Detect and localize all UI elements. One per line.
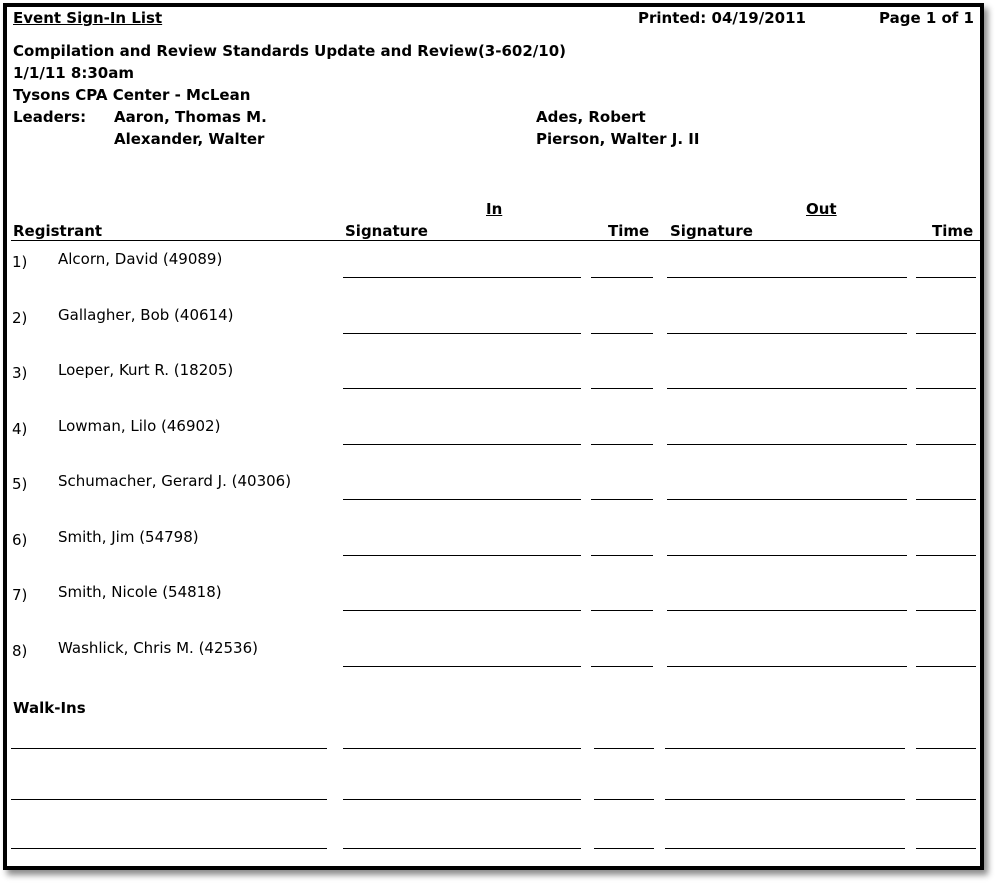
walkin-name-line[interactable] <box>11 748 327 749</box>
event-datetime: 1/1/11 8:30am <box>13 64 134 82</box>
registrant-name: Loeper, Kurt R. (18205) <box>58 361 234 379</box>
in-time-line[interactable] <box>591 444 653 445</box>
out-time-line[interactable] <box>916 444 976 445</box>
out-signature-line[interactable] <box>667 610 907 611</box>
walkins-label: Walk-Ins <box>13 699 86 717</box>
walkin-name-line[interactable] <box>11 848 327 849</box>
out-signature-line[interactable] <box>667 388 907 389</box>
in-time-line[interactable] <box>591 277 653 278</box>
in-signature-line[interactable] <box>343 555 581 556</box>
out-time-line[interactable] <box>916 610 976 611</box>
out-signature-line[interactable] <box>667 666 907 667</box>
in-signature-line[interactable] <box>343 799 581 800</box>
registrant-number: 4) <box>12 420 28 438</box>
out-group-header: Out <box>806 200 837 218</box>
in-time-line[interactable] <box>591 388 653 389</box>
registrant-name: Smith, Nicole (54818) <box>58 583 222 601</box>
page-indicator: Page 1 of 1 <box>879 9 974 27</box>
leader-name: Pierson, Walter J. II <box>536 130 700 148</box>
registrant-name: Lowman, Lilo (46902) <box>58 417 221 435</box>
leader-name: Aaron, Thomas M. <box>114 108 267 126</box>
out-time-line[interactable] <box>916 333 976 334</box>
header-divider <box>11 240 980 241</box>
registrant-number: 8) <box>12 642 28 660</box>
registrant-name: Alcorn, David (49089) <box>58 250 223 268</box>
registrant-number: 3) <box>12 364 28 382</box>
out-signature-line[interactable] <box>665 848 905 849</box>
out-time-column-header: Time <box>932 222 974 240</box>
in-signature-line[interactable] <box>343 666 581 667</box>
registrant-number: 2) <box>12 309 28 327</box>
out-signature-line[interactable] <box>667 499 907 500</box>
out-signature-line[interactable] <box>665 748 905 749</box>
registrant-name: Gallagher, Bob (40614) <box>58 306 234 324</box>
event-name: Compilation and Review Standards Update and Review(3-602/10) <box>13 42 566 60</box>
leader-name: Ades, Robert <box>536 108 646 126</box>
out-time-line[interactable] <box>916 848 976 849</box>
out-signature-line[interactable] <box>665 799 905 800</box>
registrant-number: 5) <box>12 475 28 493</box>
out-time-line[interactable] <box>916 799 976 800</box>
out-signature-line[interactable] <box>667 444 907 445</box>
out-time-line[interactable] <box>916 499 976 500</box>
walkin-name-line[interactable] <box>11 799 327 800</box>
out-signature-line[interactable] <box>667 555 907 556</box>
in-time-line[interactable] <box>591 333 653 334</box>
out-time-line[interactable] <box>916 748 976 749</box>
out-time-line[interactable] <box>916 666 976 667</box>
out-time-line[interactable] <box>916 555 976 556</box>
registrant-column-header: Registrant <box>13 222 103 240</box>
in-time-line[interactable] <box>591 499 653 500</box>
printed-date: Printed: 04/19/2011 <box>638 9 806 27</box>
leaders-label: Leaders: <box>13 108 87 126</box>
in-signature-line[interactable] <box>343 610 581 611</box>
registrant-name: Washlick, Chris M. (42536) <box>58 639 258 657</box>
registrant-number: 7) <box>12 586 28 604</box>
in-signature-line[interactable] <box>343 333 581 334</box>
registrant-number: 1) <box>12 253 28 271</box>
document-title: Event Sign-In List <box>13 9 163 27</box>
in-group-header: In <box>486 200 503 218</box>
in-signature-line[interactable] <box>343 444 581 445</box>
in-signature-column-header: Signature <box>345 222 428 240</box>
registrant-name: Smith, Jim (54798) <box>58 528 199 546</box>
leader-name: Alexander, Walter <box>114 130 265 148</box>
in-signature-line[interactable] <box>343 277 581 278</box>
in-time-line[interactable] <box>594 848 654 849</box>
out-time-line[interactable] <box>916 277 976 278</box>
in-signature-line[interactable] <box>343 748 581 749</box>
registrant-number: 6) <box>12 531 28 549</box>
in-time-column-header: Time <box>608 222 650 240</box>
in-time-line[interactable] <box>591 610 653 611</box>
out-time-line[interactable] <box>916 388 976 389</box>
out-signature-line[interactable] <box>667 333 907 334</box>
out-signature-line[interactable] <box>667 277 907 278</box>
in-signature-line[interactable] <box>343 388 581 389</box>
in-time-line[interactable] <box>591 666 653 667</box>
event-location: Tysons CPA Center - McLean <box>13 86 251 104</box>
in-signature-line[interactable] <box>343 848 581 849</box>
document-frame <box>3 3 984 870</box>
in-time-line[interactable] <box>591 555 653 556</box>
out-signature-column-header: Signature <box>670 222 753 240</box>
in-signature-line[interactable] <box>343 499 581 500</box>
in-time-line[interactable] <box>594 748 654 749</box>
in-time-line[interactable] <box>594 799 654 800</box>
registrant-name: Schumacher, Gerard J. (40306) <box>58 472 292 490</box>
